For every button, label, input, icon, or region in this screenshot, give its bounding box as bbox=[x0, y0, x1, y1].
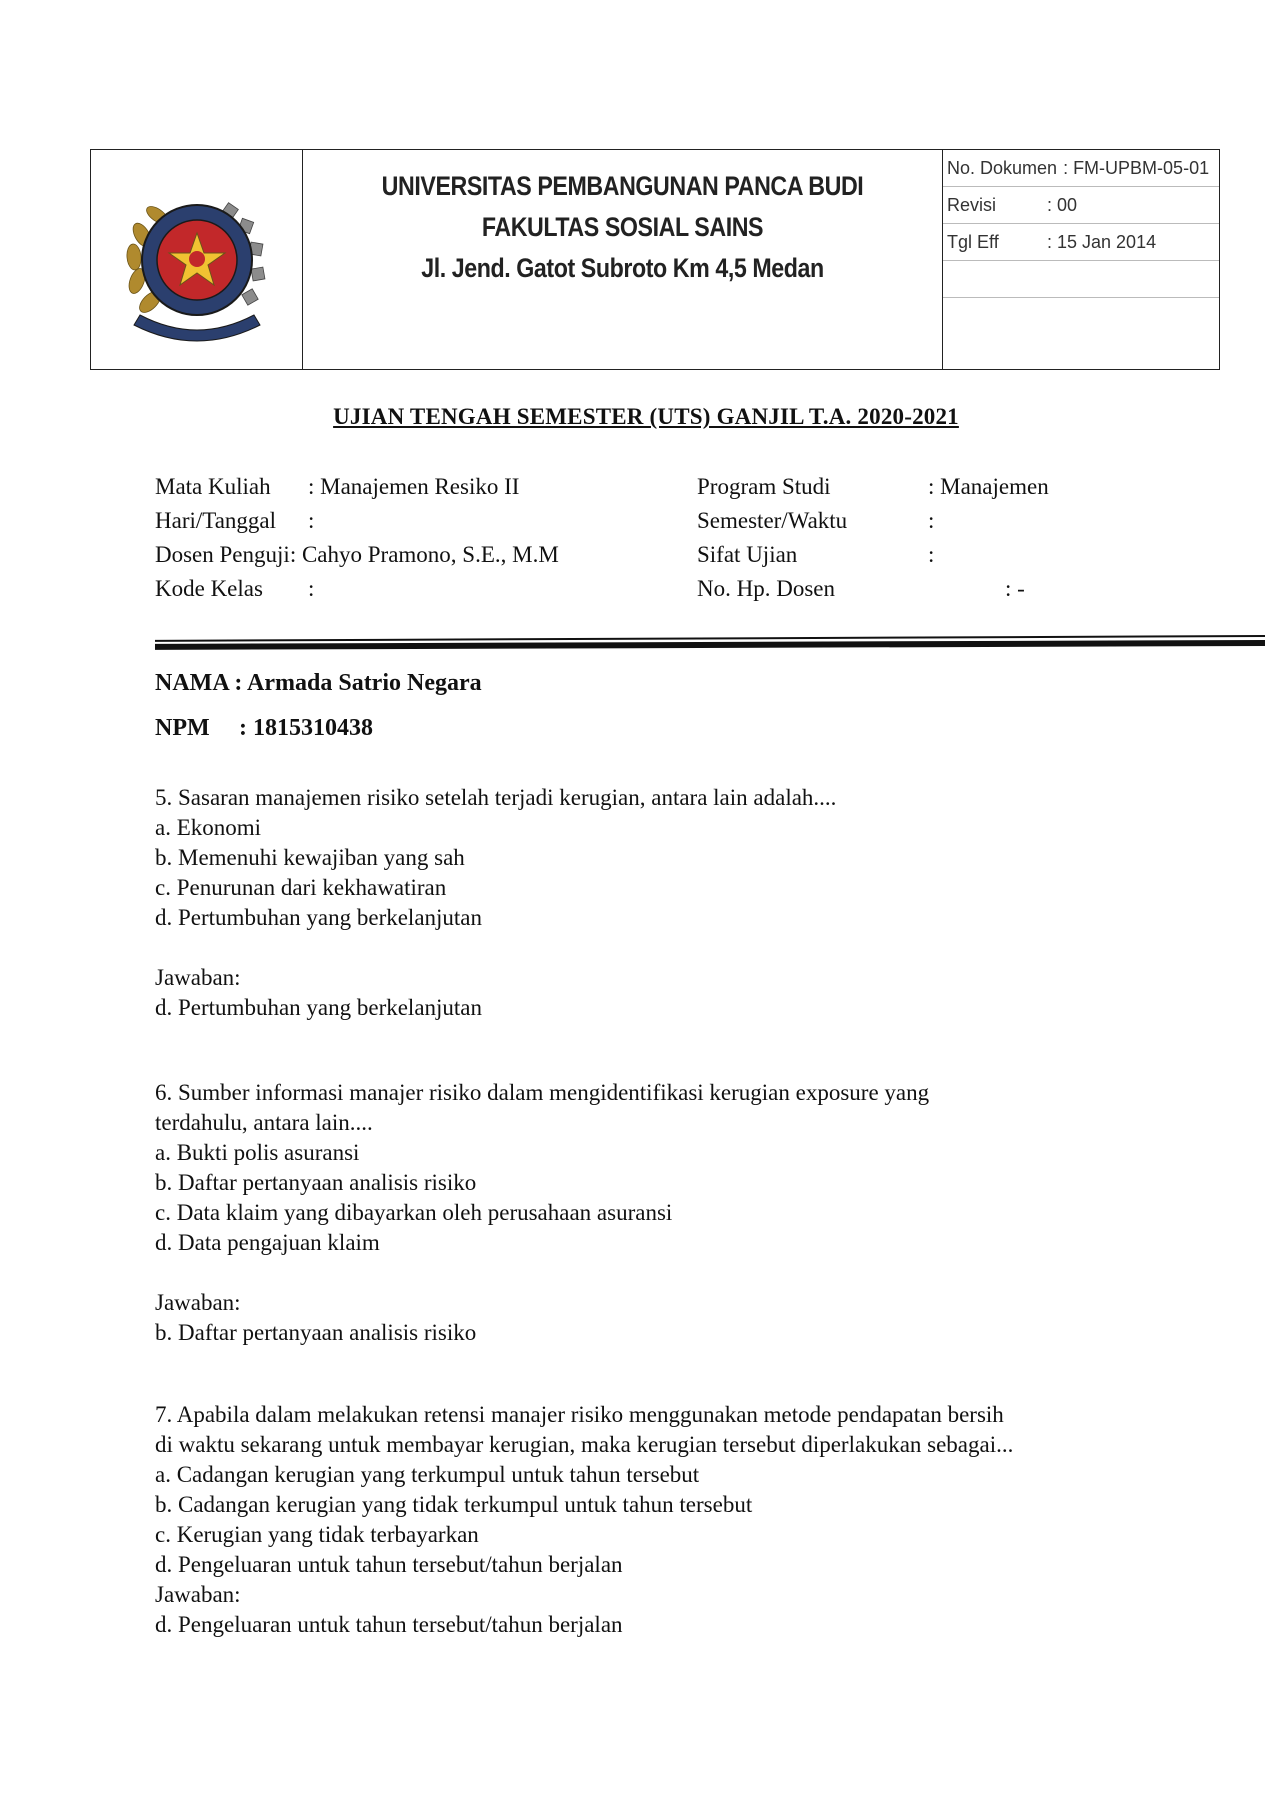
course-info bbox=[155, 470, 559, 606]
option: b. Daftar pertanyaan analisis risiko bbox=[155, 1170, 477, 1195]
question-7 bbox=[155, 1400, 1235, 1640]
divider-thick bbox=[155, 640, 1265, 650]
info-row: Dosen Penguji: Cahyo Pramono, S.E., M.M bbox=[155, 542, 559, 567]
effective-date-label: Tgl Eff bbox=[947, 231, 999, 252]
effective-date-row bbox=[943, 224, 1219, 261]
question-6 bbox=[155, 1078, 1155, 1348]
exam-title: UJIAN TENGAH SEMESTER (UTS) GANJIL T.A. 2020-2021 bbox=[333, 404, 959, 429]
logo-cell bbox=[91, 150, 303, 369]
info-row: Mata Kuliah : Manajemen Resiko II bbox=[155, 474, 520, 499]
question-5 bbox=[155, 783, 1155, 1023]
info-row: No. Hp. Dosen : - bbox=[697, 576, 1025, 601]
doc-number-value: : FM-UPBM-05-01 bbox=[1063, 157, 1210, 178]
option: a. Ekonomi bbox=[155, 815, 262, 840]
student-name: NAMA : Armada Satrio Negara bbox=[155, 670, 482, 696]
info-row: Program Studi : Manajemen bbox=[697, 474, 1049, 499]
option: b. Cadangan kerugian yang tidak terkumpul untuk tahun tersebut bbox=[155, 1492, 753, 1517]
answer-label: Jawaban: bbox=[155, 965, 241, 990]
effective-date-value: : 15 Jan 2014 bbox=[1047, 231, 1157, 252]
revision-value: : 00 bbox=[1047, 194, 1078, 215]
info-row: Semester/Waktu : bbox=[697, 508, 935, 533]
program-info bbox=[697, 470, 1049, 606]
faculty-name: FAKULTAS SOSIAL SAINS bbox=[481, 212, 764, 242]
question-text: 7. Apabila dalam melakukan retensi manajer risiko menggunakan metode pendapatan bersih bbox=[155, 1402, 1004, 1427]
info-row: Kode Kelas : bbox=[155, 576, 315, 601]
info-row: Hari/Tanggal : bbox=[155, 508, 315, 533]
option: c. Penurunan dari kekhawatiran bbox=[155, 875, 447, 900]
answer-text: d. Pengeluaran untuk tahun tersebut/tahun berjalan bbox=[155, 1612, 623, 1637]
question-text: terdahulu, antara lain.... bbox=[155, 1110, 373, 1135]
doc-empty-row bbox=[943, 261, 1219, 298]
option: c. Data klaim yang dibayarkan oleh perusahaan asuransi bbox=[155, 1200, 673, 1225]
option: d. Pengeluaran untuk tahun tersebut/tahun berjalan bbox=[155, 1552, 623, 1577]
option: a. Cadangan kerugian yang terkumpul untuk tahun tersebut bbox=[155, 1462, 700, 1487]
option: b. Memenuhi kewajiban yang sah bbox=[155, 845, 465, 870]
question-text: 6. Sumber informasi manajer risiko dalam mengidentifikasi kerugian exposure yang bbox=[155, 1080, 930, 1105]
institution-address: Jl. Jend. Gatot Subroto Km 4,5 Medan bbox=[421, 253, 824, 283]
option: d. Data pengajuan klaim bbox=[155, 1230, 380, 1255]
answer-text: d. Pertumbuhan yang berkelanjutan bbox=[155, 995, 483, 1020]
student-npm: NPM : 1815310438 bbox=[155, 715, 373, 741]
university-name: UNIVERSITAS PEMBANGUNAN PANCA BUDI bbox=[381, 171, 864, 201]
doc-number-label: No. Dokumen bbox=[947, 157, 1058, 178]
institution-title bbox=[303, 150, 943, 369]
question-text: di waktu sekarang untuk membayar kerugian, maka kerugian tersebut diperlakukan sebagai... bbox=[155, 1432, 1014, 1457]
document-info bbox=[943, 150, 1219, 369]
revision-label: Revisi bbox=[947, 194, 997, 215]
answer-label: Jawaban: bbox=[155, 1290, 241, 1315]
option: c. Kerugian yang tidak terbayarkan bbox=[155, 1522, 479, 1547]
answer-label: Jawaban: bbox=[155, 1582, 241, 1607]
doc-number-row bbox=[943, 150, 1219, 187]
answer-text: b. Daftar pertanyaan analisis risiko bbox=[155, 1320, 477, 1345]
option: d. Pertumbuhan yang berkelanjutan bbox=[155, 905, 483, 930]
letterhead bbox=[90, 149, 1220, 370]
university-seal-icon bbox=[112, 175, 282, 345]
option: a. Bukti polis asuransi bbox=[155, 1140, 360, 1165]
info-row: Sifat Ujian : bbox=[697, 542, 935, 567]
question-text: 5. Sasaran manajemen risiko setelah terjadi kerugian, antara lain adalah.... bbox=[155, 785, 837, 810]
revision-row bbox=[943, 187, 1219, 224]
